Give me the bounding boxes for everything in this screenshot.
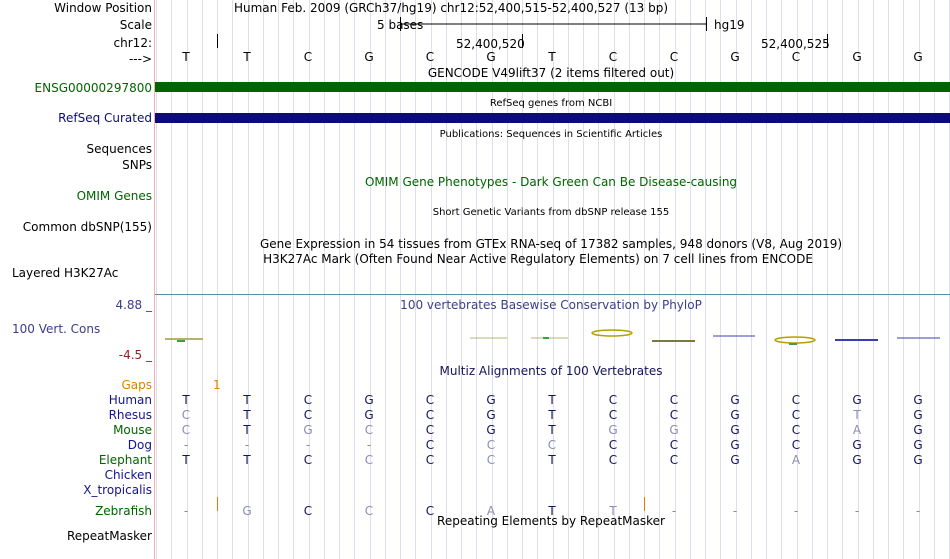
alignment-base: G <box>486 423 496 437</box>
publications-track-title[interactable]: Publications: Sequences in Scientific Articles <box>439 129 663 140</box>
alignment-base: G <box>303 423 313 437</box>
omim-track-title[interactable]: OMIM Gene Phenotypes - Dark Green Can Be Disease-causing <box>364 175 738 189</box>
alignment-base: C <box>669 438 679 452</box>
gaps-label: Gaps <box>121 378 152 392</box>
alignment-base: G <box>364 393 374 407</box>
alignment-base: T <box>243 393 251 407</box>
multiz-track-title[interactable]: Multiz Alignments of 100 Vertebrates <box>439 364 663 378</box>
ruler-position-2: 52,400,525 <box>761 37 830 51</box>
alignment-base: G <box>913 393 923 407</box>
species-label[interactable]: Dog <box>127 438 152 452</box>
alignment-base: T <box>548 453 556 467</box>
zebrafish-insertion-marks <box>155 0 950 559</box>
reference-base: G <box>364 50 374 64</box>
alignment-base: C <box>486 438 496 452</box>
alignment-base: C <box>303 453 313 467</box>
alignment-base: G <box>913 453 923 467</box>
alignment-base: C <box>425 423 435 437</box>
species-label[interactable]: Chicken <box>104 468 152 482</box>
alignment-base: T <box>182 453 190 467</box>
alignment-base: G <box>486 408 496 422</box>
alignment-base: G <box>730 453 740 467</box>
snps-track-label[interactable]: SNPs <box>122 158 152 172</box>
alignment-base: C <box>364 423 374 437</box>
alignment-base: - <box>793 504 799 518</box>
alignment-base: G <box>913 423 923 437</box>
alignment-base: - <box>671 504 677 518</box>
dbsnp-track-title[interactable]: Short Genetic Variants from dbSNP release 155 <box>432 207 670 218</box>
alignment-base: G <box>242 504 252 518</box>
species-label[interactable]: Rhesus <box>108 408 152 422</box>
alignment-base: C <box>669 393 679 407</box>
alignment-base: - <box>366 438 372 452</box>
alignment-base: - <box>915 504 921 518</box>
gtex-track-title[interactable]: Gene Expression in 54 tissues from GTEx RNA-seq of 17382 samples, 948 donors (V8, Aug 2019) <box>259 237 843 251</box>
alignment-base: C <box>791 438 801 452</box>
reference-base: C <box>608 50 618 64</box>
alignment-base: C <box>791 423 801 437</box>
reference-base: C <box>669 50 679 64</box>
alignment-base: C <box>425 393 435 407</box>
alignment-base: C <box>608 408 618 422</box>
reference-base: C <box>303 50 313 64</box>
alignment-base: C <box>425 504 435 518</box>
alignment-base: - <box>305 438 311 452</box>
alignment-base: C <box>181 423 191 437</box>
alignment-base: G <box>913 438 923 452</box>
alignment-base: - <box>183 504 189 518</box>
alignment-base: C <box>547 438 557 452</box>
alignment-base: G <box>669 423 679 437</box>
alignment-base: - <box>732 504 738 518</box>
alignment-base: A <box>852 423 862 437</box>
repeatmasker-track-label[interactable]: RepeatMasker <box>66 529 152 543</box>
species-label[interactable]: X_tropicalis <box>83 483 152 497</box>
alignment-base: T <box>243 408 251 422</box>
alignment-base: - <box>244 438 250 452</box>
window-position-label: Window Position <box>54 1 152 15</box>
alignment-base: C <box>791 393 801 407</box>
species-label[interactable]: Human <box>108 393 152 407</box>
alignment-base: C <box>425 453 435 467</box>
alignment-base: T <box>609 504 617 518</box>
refseq-track-label[interactable]: RefSeq Curated <box>58 111 152 125</box>
alignment-base: G <box>730 438 740 452</box>
alignment-base: C <box>608 438 618 452</box>
assembly-label: hg19 <box>714 18 745 32</box>
alignment-base: A <box>486 504 496 518</box>
alignment-base: T <box>243 453 251 467</box>
alignment-base: C <box>669 453 679 467</box>
alignment-base: C <box>425 438 435 452</box>
alignment-base: G <box>364 408 374 422</box>
chromosome-label: chr12: <box>113 36 152 50</box>
alignment-base: T <box>853 408 861 422</box>
reference-base: T <box>548 50 556 64</box>
alignment-base: C <box>608 453 618 467</box>
data-panel <box>155 0 950 559</box>
phylop-track-label[interactable]: 100 Vert. Cons <box>12 322 101 336</box>
alignment-base: G <box>730 423 740 437</box>
refseq-track-title[interactable]: RefSeq genes from NCBI <box>489 98 613 109</box>
alignment-base: A <box>791 453 801 467</box>
alignment-base: C <box>303 408 313 422</box>
ruler-position-1: 52,400,520 <box>456 37 525 51</box>
gencode-item-label[interactable]: ENSG00000297800 <box>34 81 152 95</box>
alignment-base: T <box>182 393 190 407</box>
reference-base: G <box>913 50 923 64</box>
alignment-base: G <box>608 423 618 437</box>
alignment-base: G <box>730 393 740 407</box>
alignment-base: C <box>364 504 374 518</box>
reference-base: G <box>730 50 740 64</box>
strand-label: ---> <box>128 52 152 66</box>
alignment-base: C <box>303 504 313 518</box>
alignment-base: T <box>243 423 251 437</box>
alignment-base: T <box>548 504 556 518</box>
reference-base: C <box>791 50 801 64</box>
phylop-track-title[interactable]: 100 vertebrates Basewise Conservation by PhyloP <box>400 298 702 312</box>
h3k27ac-track-label[interactable]: Layered H3K27Ac <box>12 266 119 280</box>
reference-base: T <box>243 50 251 64</box>
track-labels-column <box>0 0 155 559</box>
scale-bar-label: 5 bases <box>377 18 424 32</box>
reference-base: C <box>425 50 435 64</box>
gaps-value: 1 <box>213 378 221 392</box>
reference-base: T <box>182 50 190 64</box>
alignment-base: G <box>730 408 740 422</box>
h3k27ac-track-title[interactable]: H3K27Ac Mark (Often Found Near Active Regulatory Elements) on 7 cell lines from ENCODE <box>263 252 813 266</box>
gencode-track-title[interactable]: GENCODE V49lift37 (2 items filtered out) <box>427 66 675 80</box>
alignment-base: C <box>303 393 313 407</box>
reference-base: G <box>852 50 862 64</box>
alignment-base: C <box>791 408 801 422</box>
alignment-base: C <box>181 408 191 422</box>
alignment-base: C <box>608 393 618 407</box>
phylop-min-label: -4.5 _ <box>118 348 152 362</box>
alignment-base: T <box>548 393 556 407</box>
species-label[interactable]: Zebrafish <box>95 504 152 518</box>
alignment-base: G <box>852 393 862 407</box>
sequences-track-label[interactable]: Sequences <box>86 142 152 156</box>
reference-base: G <box>486 50 496 64</box>
dbsnp-track-label[interactable]: Common dbSNP(155) <box>22 220 152 234</box>
alignment-base: - <box>183 438 189 452</box>
alignment-base: T <box>548 423 556 437</box>
alignment-base: C <box>364 453 374 467</box>
alignment-base: G <box>486 393 496 407</box>
alignment-base: T <box>548 408 556 422</box>
window-position-text: Human Feb. 2009 (GRCh37/hg19) chr12:52,400,515-52,400,527 (13 bp) <box>233 1 669 15</box>
alignment-base: - <box>854 504 860 518</box>
omim-track-label[interactable]: OMIM Genes <box>76 189 152 203</box>
alignment-base: C <box>425 408 435 422</box>
phylop-max-label: 4.88 _ <box>115 298 152 312</box>
alignment-base: G <box>852 453 862 467</box>
species-label[interactable]: Mouse <box>113 423 152 437</box>
species-label[interactable]: Elephant <box>98 453 152 467</box>
repeatmasker-track-title[interactable]: Repeating Elements by RepeatMasker <box>437 514 665 528</box>
scale-label: Scale <box>119 18 152 32</box>
alignment-base: C <box>669 408 679 422</box>
alignment-base: C <box>486 453 496 467</box>
alignment-base: G <box>852 438 862 452</box>
alignment-base: G <box>913 408 923 422</box>
